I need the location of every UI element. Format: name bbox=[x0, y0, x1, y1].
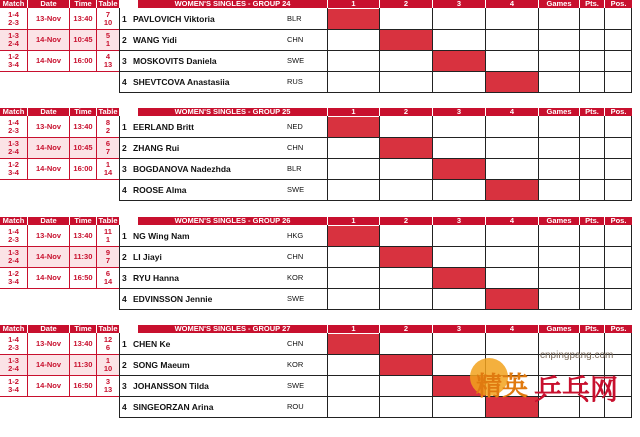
divider bbox=[604, 225, 605, 310]
match-tables bbox=[97, 159, 119, 179]
header-table: Table bbox=[98, 324, 118, 334]
watermark-logo-right: 乒乓网 bbox=[534, 374, 619, 405]
player-country: SWE bbox=[287, 185, 305, 195]
match-b: 2-4 bbox=[8, 256, 19, 265]
match-date: 13-Nov bbox=[35, 14, 61, 24]
match-b: 2-4 bbox=[8, 147, 19, 156]
match-time: 13:40 bbox=[73, 231, 93, 241]
match-a: 1-2 bbox=[8, 376, 19, 386]
header-col-1: 1 bbox=[328, 217, 379, 225]
player-country: RUS bbox=[287, 77, 303, 87]
match-a: 1-2 bbox=[8, 159, 19, 169]
table-a: 7 bbox=[105, 9, 111, 19]
group-title: WOMEN'S SINGLES - GROUP 24 bbox=[138, 0, 327, 8]
player-country: BLR bbox=[287, 14, 302, 24]
match-time: 11:30 bbox=[70, 355, 96, 375]
self-match-cell bbox=[328, 334, 379, 354]
table-a: 1 bbox=[105, 159, 111, 169]
divider bbox=[96, 333, 97, 397]
match-a: 1-4 bbox=[8, 9, 19, 19]
player-country: CHN bbox=[287, 339, 304, 349]
match-tables bbox=[97, 9, 119, 29]
divider bbox=[96, 8, 97, 72]
header-pts: Pts. bbox=[580, 108, 604, 116]
match-b: 2-4 bbox=[8, 364, 19, 373]
match-pair bbox=[0, 138, 27, 158]
match-time: 16:50 bbox=[73, 381, 93, 391]
match-pair bbox=[0, 268, 27, 288]
header-col-2: 2 bbox=[380, 217, 432, 225]
divider bbox=[604, 116, 605, 201]
divider bbox=[579, 225, 580, 310]
match-time: 13:40 bbox=[73, 14, 93, 24]
header-date: Date bbox=[28, 108, 69, 116]
divider bbox=[27, 333, 28, 397]
watermark-logo-left: 精英 bbox=[476, 371, 529, 401]
table-a: 12 bbox=[103, 334, 113, 344]
player-number: 4 bbox=[122, 401, 127, 412]
player-country: SWE bbox=[287, 381, 305, 391]
divider bbox=[432, 116, 433, 201]
group-25 bbox=[0, 107, 627, 202]
match-date: 14-Nov bbox=[28, 30, 69, 50]
match-b: 3-4 bbox=[8, 60, 19, 69]
table-b: 7 bbox=[105, 147, 111, 156]
match-date: 13-Nov bbox=[35, 231, 61, 241]
header-pos: Pos. bbox=[605, 0, 632, 8]
player-number: 2 bbox=[122, 359, 127, 370]
self-match-cell bbox=[328, 9, 379, 29]
divider bbox=[579, 8, 580, 93]
match-date: 13-Nov bbox=[35, 339, 61, 349]
player-number: 4 bbox=[122, 76, 127, 87]
self-match-cell bbox=[433, 159, 485, 179]
header-time: Time bbox=[70, 0, 96, 8]
player-name: CHEN Ke bbox=[133, 338, 171, 349]
match-a: 1-3 bbox=[8, 355, 19, 365]
header-games: Games bbox=[539, 108, 579, 116]
divider bbox=[485, 225, 486, 310]
match-tables bbox=[97, 334, 119, 354]
player-name: EERLAND Britt bbox=[133, 121, 194, 132]
header-time: Time bbox=[70, 217, 96, 225]
match-date: 14-Nov bbox=[35, 56, 61, 66]
header-col-3: 3 bbox=[433, 217, 485, 225]
divider bbox=[631, 225, 632, 310]
divider bbox=[69, 225, 70, 289]
match-tables bbox=[97, 268, 119, 288]
divider bbox=[432, 333, 433, 418]
match-pair bbox=[0, 334, 27, 354]
divider bbox=[327, 116, 328, 201]
self-match-cell bbox=[486, 72, 538, 92]
player-country: KOR bbox=[287, 360, 304, 370]
match-pair bbox=[0, 30, 27, 50]
watermark-site: cnpingpang.com bbox=[540, 350, 614, 361]
header-col-2: 2 bbox=[380, 0, 432, 8]
match-date: 14-Nov bbox=[35, 381, 61, 391]
player-country: HKG bbox=[287, 231, 304, 241]
table-a: 4 bbox=[105, 51, 111, 61]
player-country: BLR bbox=[287, 164, 302, 174]
player-number: 1 bbox=[122, 121, 127, 132]
match-b: 2-3 bbox=[8, 343, 19, 352]
divider bbox=[119, 309, 632, 310]
match-tables bbox=[97, 355, 119, 375]
player-name: BOGDANOVA Nadezhda bbox=[133, 163, 231, 174]
header-match: Match bbox=[0, 325, 27, 333]
table-b: 6 bbox=[105, 343, 111, 352]
header-col-3: 3 bbox=[433, 108, 485, 116]
match-a: 1-4 bbox=[8, 117, 19, 127]
match-pair bbox=[0, 51, 27, 71]
table-a: 3 bbox=[105, 376, 111, 386]
player-number: 1 bbox=[122, 13, 127, 24]
player-name: SINGEORZAN Arina bbox=[133, 401, 214, 412]
match-time: 10:45 bbox=[70, 138, 96, 158]
self-match-cell bbox=[328, 226, 379, 246]
header-date: Date bbox=[28, 325, 69, 333]
match-tables bbox=[97, 51, 119, 71]
group-26 bbox=[0, 216, 627, 311]
match-b: 3-4 bbox=[8, 168, 19, 177]
match-date: 13-Nov bbox=[35, 122, 61, 132]
divider bbox=[631, 8, 632, 93]
self-match-cell bbox=[380, 138, 432, 158]
match-time: 16:00 bbox=[73, 164, 93, 174]
player-name: EDVINSSON Jennie bbox=[133, 293, 213, 304]
divider bbox=[96, 225, 97, 289]
match-pair bbox=[0, 376, 27, 396]
match-pair bbox=[0, 226, 27, 246]
match-time: 11:30 bbox=[70, 247, 96, 267]
divider bbox=[96, 116, 97, 180]
header-col-2: 2 bbox=[380, 108, 432, 116]
match-b: 2-3 bbox=[8, 126, 19, 135]
player-number: 3 bbox=[122, 380, 127, 391]
self-match-cell bbox=[380, 247, 432, 267]
divider bbox=[485, 8, 486, 93]
player-number: 2 bbox=[122, 34, 127, 45]
player-number: 1 bbox=[122, 230, 127, 241]
table-b: 13 bbox=[103, 385, 113, 394]
player-name: LI Jiayi bbox=[133, 251, 162, 262]
table-b: 14 bbox=[103, 168, 113, 177]
header-pts: Pts. bbox=[580, 0, 604, 8]
table-a: 5 bbox=[105, 30, 111, 40]
match-b: 2-3 bbox=[8, 18, 19, 27]
table-a: 9 bbox=[105, 247, 111, 257]
divider bbox=[485, 116, 486, 201]
match-tables bbox=[97, 226, 119, 246]
header-date: Date bbox=[28, 0, 69, 8]
match-b: 2-3 bbox=[8, 235, 19, 244]
header-col-2: 2 bbox=[380, 325, 432, 333]
match-pair bbox=[0, 355, 27, 375]
player-name: ROOSE Alma bbox=[133, 184, 187, 195]
header-col-3: 3 bbox=[433, 325, 485, 333]
group-title: WOMEN'S SINGLES - GROUP 27 bbox=[138, 325, 327, 333]
header-pts: Pts. bbox=[580, 325, 604, 333]
match-date: 14-Nov bbox=[28, 355, 69, 375]
header-games: Games bbox=[539, 217, 579, 225]
match-time: 16:50 bbox=[73, 273, 93, 283]
match-a: 1-3 bbox=[8, 30, 19, 40]
player-country: SWE bbox=[287, 56, 305, 66]
header-pos: Pos. bbox=[605, 325, 632, 333]
match-date: 14-Nov bbox=[28, 138, 69, 158]
divider bbox=[119, 92, 632, 93]
player-country: CHN bbox=[287, 252, 304, 262]
watermark bbox=[470, 350, 640, 437]
table-b: 2 bbox=[105, 126, 111, 135]
player-number: 4 bbox=[122, 184, 127, 195]
player-number: 3 bbox=[122, 272, 127, 283]
divider bbox=[119, 200, 632, 201]
header-col-1: 1 bbox=[328, 325, 379, 333]
divider bbox=[327, 8, 328, 93]
match-pair bbox=[0, 159, 27, 179]
self-match-cell bbox=[433, 268, 485, 288]
player-name: SHEVTCOVA Anastasiia bbox=[133, 76, 230, 87]
header-pos: Pos. bbox=[605, 217, 632, 225]
divider bbox=[432, 225, 433, 310]
header-match: Match bbox=[0, 0, 27, 8]
table-a: 6 bbox=[105, 268, 111, 278]
player-country: CHN bbox=[287, 143, 304, 153]
divider bbox=[0, 71, 119, 72]
match-a: 1-3 bbox=[8, 247, 19, 257]
divider bbox=[379, 116, 380, 201]
match-pair bbox=[0, 247, 27, 267]
player-name: MOSKOVITS Daniela bbox=[133, 55, 217, 66]
divider bbox=[0, 288, 119, 289]
divider bbox=[0, 396, 119, 397]
header-pos: Pos. bbox=[605, 108, 632, 116]
divider bbox=[69, 8, 70, 72]
header-table: Table bbox=[98, 107, 118, 117]
player-number: 2 bbox=[122, 251, 127, 262]
match-a: 1-4 bbox=[8, 334, 19, 344]
table-b: 13 bbox=[103, 60, 113, 69]
header-table: Table bbox=[98, 0, 118, 9]
match-time: 13:40 bbox=[73, 122, 93, 132]
player-number: 4 bbox=[122, 293, 127, 304]
group-title: WOMEN'S SINGLES - GROUP 26 bbox=[138, 217, 327, 225]
player-country: SWE bbox=[287, 294, 305, 304]
player-name: RYU Hanna bbox=[133, 272, 179, 283]
player-number: 2 bbox=[122, 142, 127, 153]
divider bbox=[432, 8, 433, 93]
header-col-4: 4 bbox=[486, 108, 538, 116]
header-match: Match bbox=[0, 217, 27, 225]
player-name: JOHANSSON Tilda bbox=[133, 380, 209, 391]
header-time: Time bbox=[70, 108, 96, 116]
table-b: 10 bbox=[103, 364, 113, 373]
match-pair bbox=[0, 117, 27, 137]
match-time: 16:00 bbox=[73, 56, 93, 66]
self-match-cell bbox=[380, 30, 432, 50]
header-col-4: 4 bbox=[486, 217, 538, 225]
player-name: ZHANG Rui bbox=[133, 142, 180, 153]
player-country: KOR bbox=[287, 273, 304, 283]
match-tables bbox=[97, 138, 119, 158]
match-time: 13:40 bbox=[73, 339, 93, 349]
table-a: 11 bbox=[104, 226, 112, 236]
self-match-cell bbox=[486, 289, 538, 309]
divider bbox=[631, 116, 632, 201]
header-col-4: 4 bbox=[486, 325, 538, 333]
match-a: 1-2 bbox=[8, 51, 19, 61]
match-date: 14-Nov bbox=[35, 273, 61, 283]
match-a: 1-4 bbox=[8, 226, 19, 236]
divider bbox=[379, 8, 380, 93]
divider bbox=[379, 333, 380, 418]
header-col-3: 3 bbox=[433, 0, 485, 8]
match-b: 3-4 bbox=[8, 277, 19, 286]
header-col-1: 1 bbox=[328, 108, 379, 116]
header-pts: Pts. bbox=[580, 217, 604, 225]
self-match-cell bbox=[486, 180, 538, 200]
divider bbox=[27, 116, 28, 180]
table-a: 1 bbox=[105, 355, 111, 365]
match-tables bbox=[97, 117, 119, 137]
divider bbox=[0, 179, 119, 180]
divider bbox=[379, 225, 380, 310]
player-country: CHN bbox=[287, 35, 304, 45]
match-time: 10:45 bbox=[70, 30, 96, 50]
header-games: Games bbox=[539, 0, 579, 8]
table-b: 1 bbox=[105, 235, 111, 244]
divider bbox=[327, 333, 328, 418]
table-b: 1 bbox=[105, 39, 111, 48]
header-col-1: 1 bbox=[328, 0, 379, 8]
self-match-cell bbox=[380, 355, 432, 375]
divider bbox=[538, 8, 539, 93]
match-pair bbox=[0, 9, 27, 29]
divider bbox=[604, 8, 605, 93]
player-number: 1 bbox=[122, 338, 127, 349]
match-tables bbox=[97, 376, 119, 396]
match-b: 3-4 bbox=[8, 385, 19, 394]
player-number: 3 bbox=[122, 55, 127, 66]
player-name: WANG Yidi bbox=[133, 34, 177, 45]
divider bbox=[69, 116, 70, 180]
table-a: 8 bbox=[105, 117, 111, 127]
player-country: NED bbox=[287, 122, 303, 132]
header-match: Match bbox=[0, 108, 27, 116]
match-b: 2-4 bbox=[8, 39, 19, 48]
player-name: NG Wing Nam bbox=[133, 230, 190, 241]
divider bbox=[538, 116, 539, 201]
divider bbox=[538, 225, 539, 310]
match-a: 1-3 bbox=[8, 138, 19, 148]
divider bbox=[327, 225, 328, 310]
player-number: 3 bbox=[122, 163, 127, 174]
player-name: PAVLOVICH Viktoria bbox=[133, 13, 215, 24]
divider bbox=[579, 116, 580, 201]
table-b: 10 bbox=[103, 18, 113, 27]
group-title: WOMEN'S SINGLES - GROUP 25 bbox=[138, 108, 327, 116]
table-a: 6 bbox=[105, 138, 111, 148]
header-table: Table bbox=[98, 216, 118, 226]
divider bbox=[27, 225, 28, 289]
divider bbox=[69, 333, 70, 397]
divider bbox=[27, 8, 28, 72]
header-time: Time bbox=[70, 325, 96, 333]
table-b: 14 bbox=[103, 277, 113, 286]
match-date: 14-Nov bbox=[28, 247, 69, 267]
header-col-4: 4 bbox=[486, 0, 538, 8]
player-name: SONG Maeum bbox=[133, 359, 190, 370]
self-match-cell bbox=[328, 117, 379, 137]
player-country: ROU bbox=[287, 402, 304, 412]
table-b: 7 bbox=[105, 256, 111, 265]
match-date: 14-Nov bbox=[35, 164, 61, 174]
match-a: 1-2 bbox=[8, 268, 19, 278]
match-tables bbox=[97, 30, 119, 50]
group-24 bbox=[0, 0, 627, 94]
header-date: Date bbox=[28, 217, 69, 225]
match-tables bbox=[97, 247, 119, 267]
header-games: Games bbox=[539, 325, 579, 333]
self-match-cell bbox=[433, 51, 485, 71]
